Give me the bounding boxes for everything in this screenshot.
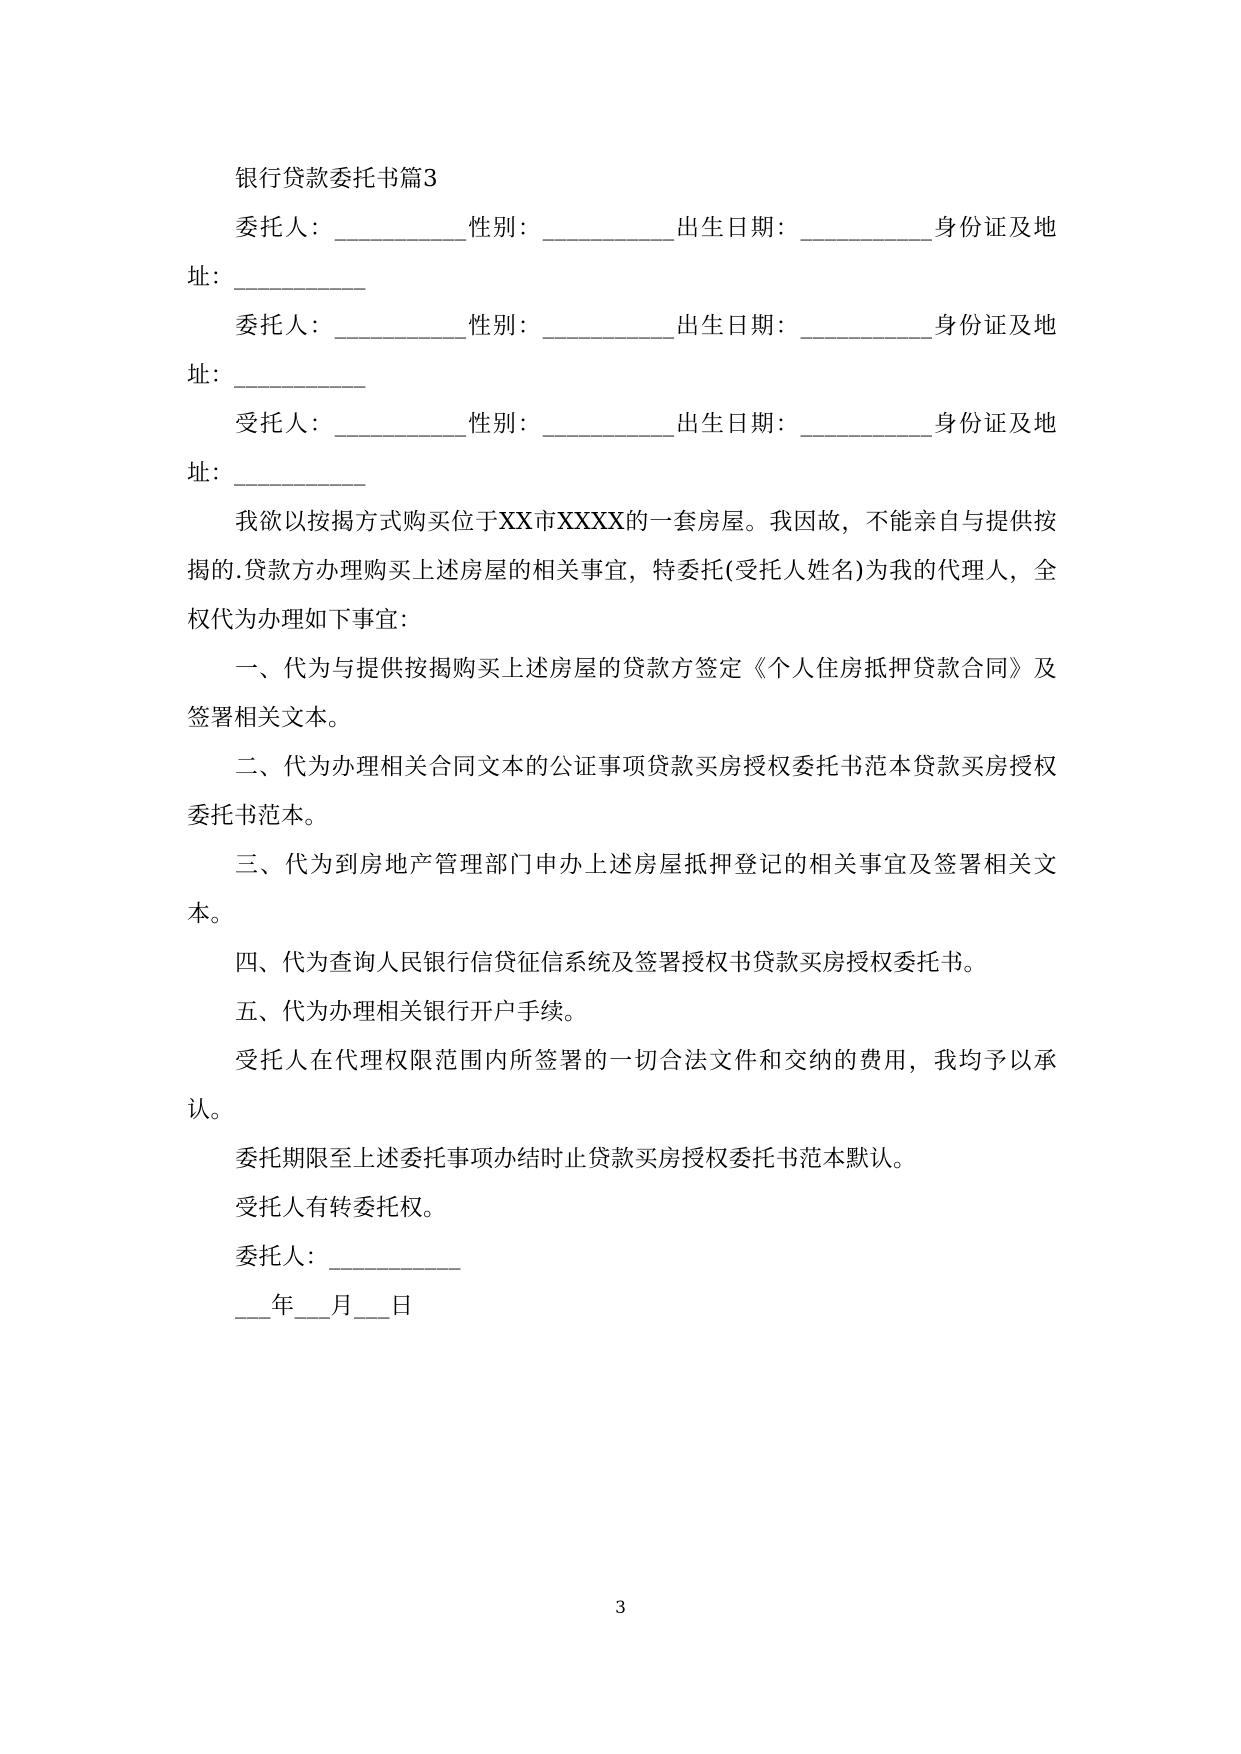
item-4: 四、代为查询人民银行信贷征信系统及签署授权书贷款买房授权委托书。 [235,950,987,976]
item-1: 一、代为与提供按揭购买上述房屋的贷款方签定《个人住房抵押贷款合同》及签署相关文本。 [187,656,1057,731]
item-2: 二、代为办理相关合同文本的公证事项贷款买房授权委托书范本贷款买房授权委托书范本。 [187,754,1057,829]
agent-info-line: 受托人：___________性别：___________出生日期：___________身份证及地址：___________ [187,411,1057,486]
principal-info-line-1: 委托人：___________性别：___________出生日期：___________身份证及地址：___________ [187,215,1057,290]
acknowledgement-paragraph: 受托人在代理权限范围内所签署的一切合法文件和交纳的费用，我均予以承认。 [187,1048,1057,1123]
page-number: 3 [615,1598,626,1618]
purpose-paragraph: 我欲以按揭方式购买位于XX市XXXX的一套房屋。我因故，不能亲自与提供按揭的.贷款方办理购买上述房屋的相关事宜，特委托(受托人姓名)为我的代理人，全权代为办理如下事宜： [187,509,1057,633]
item-3: 三、代为到房地产管理部门申办上述房屋抵押登记的相关事宜及签署相关文本。 [187,852,1057,927]
subdelegation-paragraph: 受托人有转委托权。 [235,1195,447,1221]
term-paragraph: 委托期限至上述委托事项办结时止贷款买房授权委托书范本默认。 [235,1146,917,1172]
item-5: 五、代为办理相关银行开户手续。 [235,999,588,1025]
principal-info-line-2: 委托人：___________性别：___________出生日期：___________身份证及地址：___________ [187,313,1057,388]
signature-line: 委托人：___________ [235,1244,461,1270]
document-body [187,155,1057,1331]
document-title: 银行贷款委托书篇3 [235,166,439,192]
date-line: ___年___月___日 [235,1293,414,1319]
